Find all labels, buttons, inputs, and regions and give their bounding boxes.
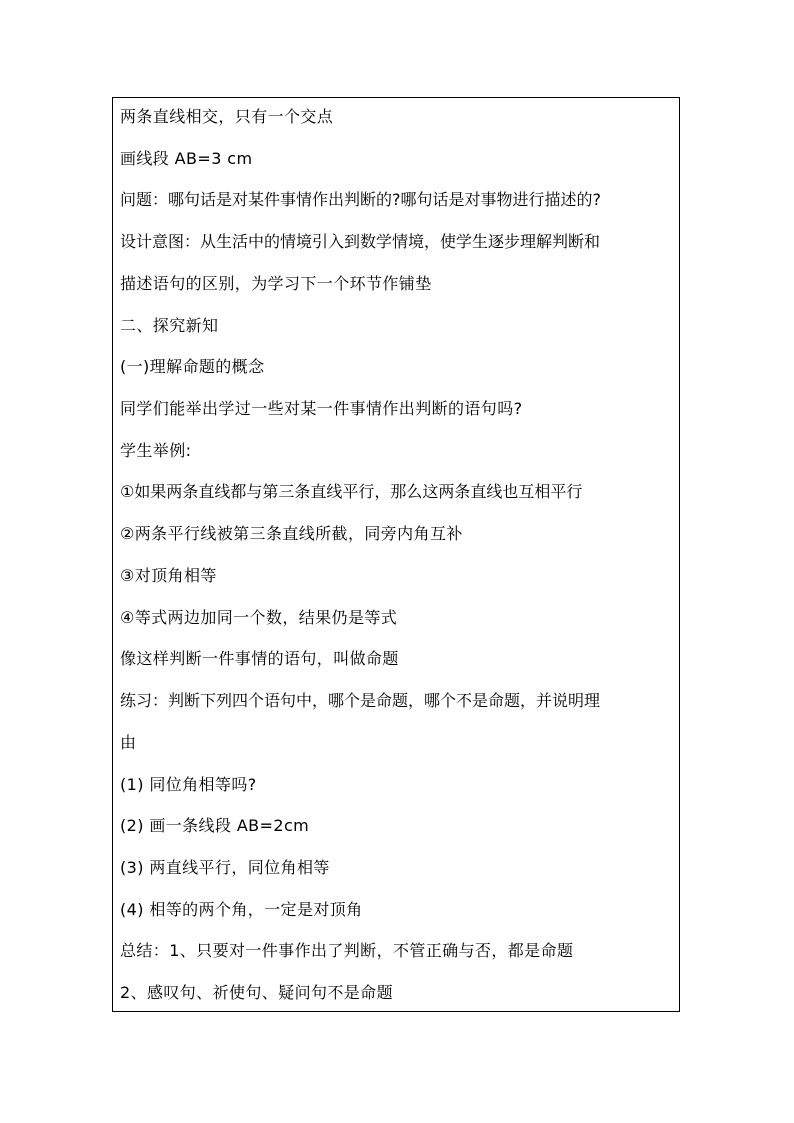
example-item: ①如果两条直线都与第三条直线平行，那么这两条直线也互相平行	[120, 482, 583, 501]
exercise-item: (4) 相等的两个角，一定是对顶角	[120, 900, 363, 919]
exercise-item: (2) 画一条线段 AB=2cm	[120, 816, 310, 835]
text-line: 描述语句的区别，为学习下一个环节作铺垫	[120, 274, 432, 293]
text-line: 问题：哪句话是对某件事情作出判断的?哪句话是对事物进行描述的?	[120, 190, 601, 209]
text-line: 像这样判断一件事情的语句，叫做命题	[120, 649, 399, 668]
summary-line: 总结：1、只要对一件事作出了判断，不管正确与否，都是命题	[120, 941, 574, 960]
summary-line: 2、感叹句、祈使句、疑问句不是命题	[120, 983, 393, 1002]
example-item: ③对顶角相等	[120, 566, 217, 585]
text-line: 由	[120, 733, 137, 752]
example-item: ②两条平行线被第三条直线所截，同旁内角互补	[120, 524, 463, 543]
text-line: 两条直线相交，只有一个交点	[120, 107, 334, 126]
table-cell	[112, 97, 680, 1012]
text-line: 画线段 AB=3 cm	[120, 149, 253, 168]
section-heading: 二、探究新知	[120, 316, 219, 335]
text-line: 设计意图：从生活中的情境引入到数学情境，使学生逐步理解判断和	[120, 232, 601, 251]
example-item: ④等式两边加同一个数，结果仍是等式	[120, 608, 398, 627]
text-line: 练习：判断下列四个语句中，哪个是命题，哪个不是命题，并说明理	[120, 691, 601, 710]
exercise-item: (3) 两直线平行，同位角相等	[120, 858, 330, 877]
subsection-heading: (一)理解命题的概念	[120, 357, 265, 376]
text-line: 同学们能举出学过一些对某一件事情作出判断的语句吗?	[120, 399, 523, 418]
exercise-item: (1) 同位角相等吗?	[120, 775, 257, 794]
text-line: 学生举例:	[120, 441, 192, 460]
